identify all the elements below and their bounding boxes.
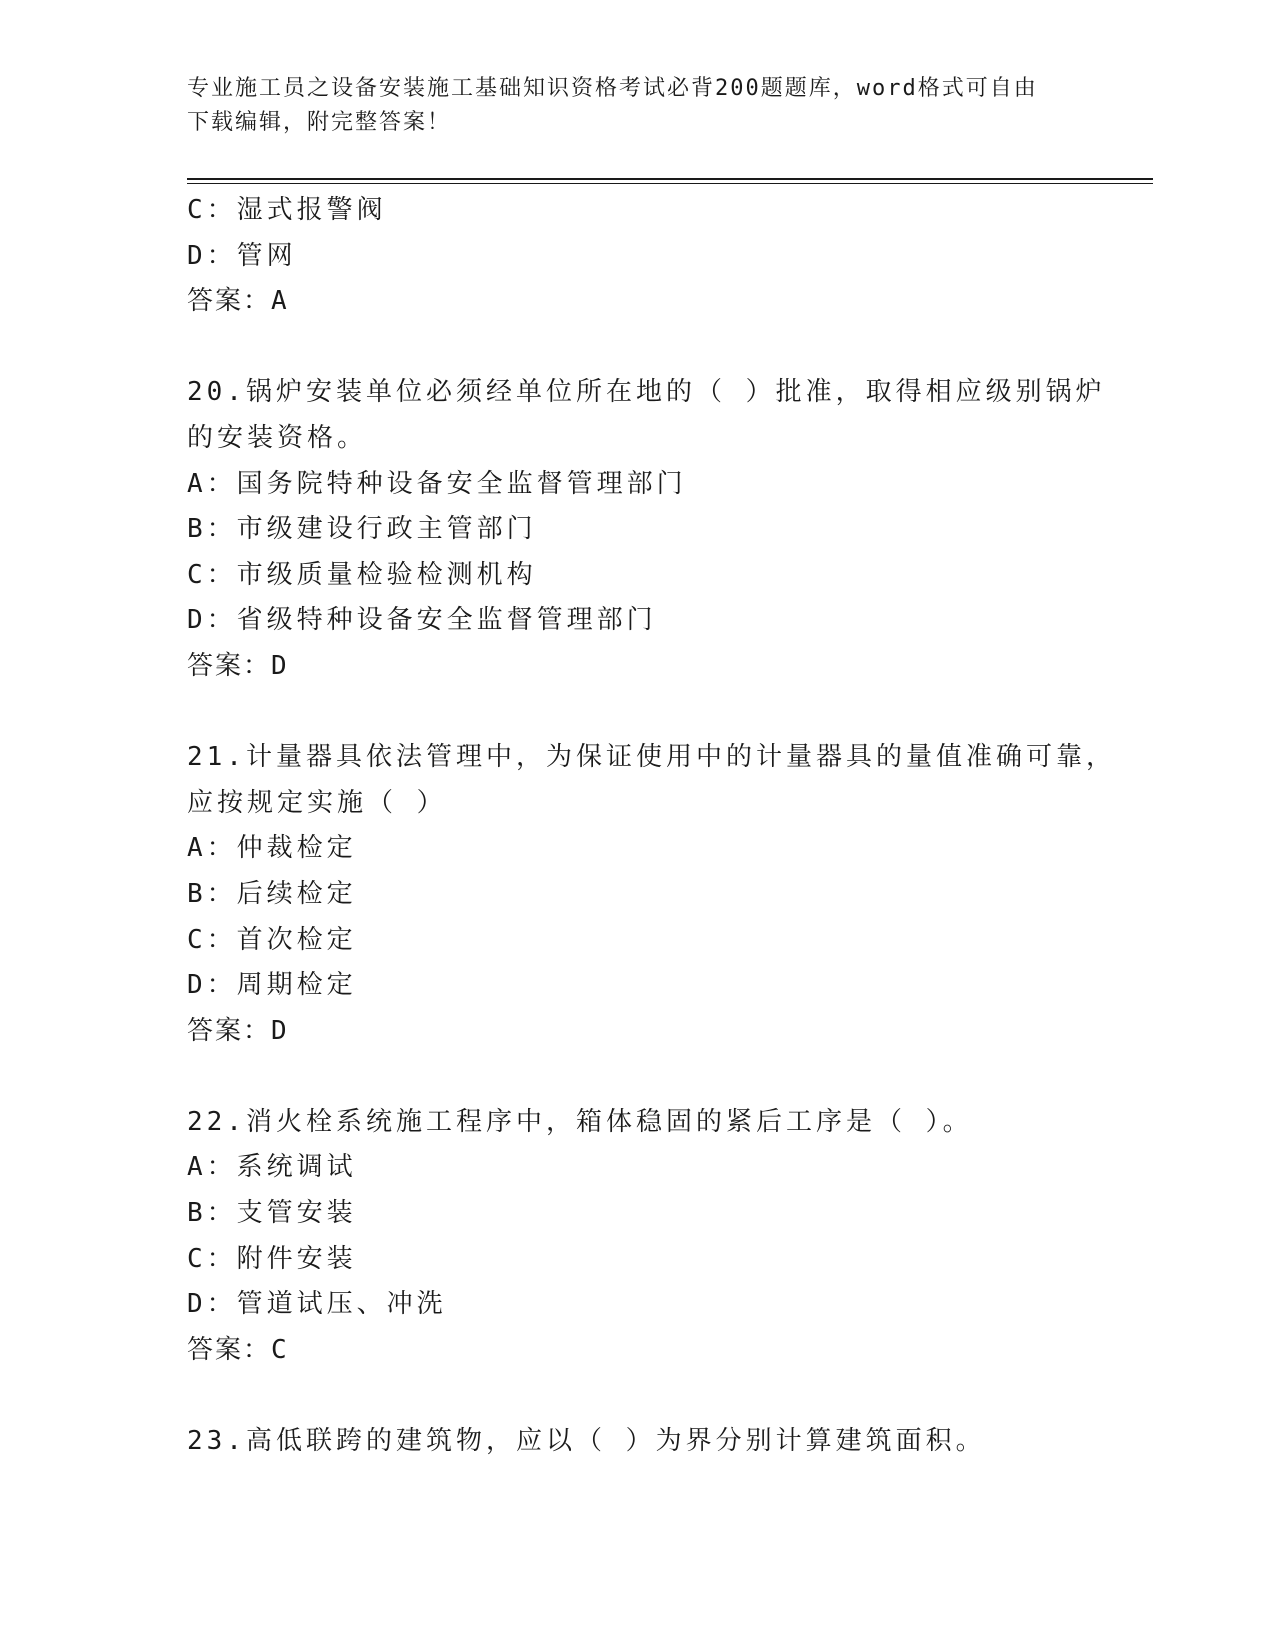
option-c: C：附件安装 (187, 1243, 357, 1274)
question-stem: 21.计量器具依法管理中，为保证使用中的计量器具的量值准确可靠， (187, 742, 1116, 773)
document-header (187, 72, 1067, 140)
option-c: C：湿式报警阀 (187, 195, 387, 225)
header-divider-thick (187, 178, 1153, 180)
option-b: B：支管安装 (187, 1198, 357, 1229)
option-b: B：后续检定 (187, 878, 357, 909)
option-a: A：系统调试 (187, 1152, 357, 1183)
question-stem: 23.高低联跨的建筑物，应以（ ）为界分别计算建筑面积。 (187, 1426, 986, 1457)
option-c: C：市级质量检验检测机构 (187, 559, 537, 590)
answer-line: 答案：D (187, 650, 289, 681)
question-list (187, 188, 1116, 1465)
answer-line: 答案：D (187, 1015, 289, 1046)
header-line-1: 专业施工员之设备安装施工基础知识资格考试必背200题题库，word格式可自由 (187, 76, 1038, 101)
option-d: D：管网 (187, 240, 297, 271)
question-22 (187, 1100, 1087, 1374)
option-a: A：仲裁检定 (187, 833, 357, 864)
option-d: D：周期检定 (187, 970, 357, 1001)
question-stem: 应按规定实施（ ） (187, 787, 447, 818)
question-21 (187, 735, 1116, 1054)
question-20 (187, 370, 1106, 689)
answer-line: 答案：C (187, 1334, 289, 1365)
header-divider-thin (187, 183, 1153, 184)
option-c: C：首次检定 (187, 924, 357, 955)
header-line-2: 下载编辑，附完整答案！ (187, 110, 452, 135)
question-23 (187, 1419, 1087, 1465)
option-d: D：省级特种设备安全监督管理部门 (187, 605, 657, 636)
question-stem: 20.锅炉安装单位必须经单位所在地的（ ）批准，取得相应级别锅炉 (187, 377, 1106, 408)
option-a: A：国务院特种设备安全监督管理部门 (187, 468, 687, 499)
option-d: D：管道试压、冲洗 (187, 1289, 447, 1320)
answer-line: 答案：A (187, 286, 289, 317)
question-stem: 22.消火栓系统施工程序中，箱体稳固的紧后工序是（ ）。 (187, 1106, 973, 1137)
question-stem: 的安装资格。 (187, 422, 368, 453)
option-b: B：市级建设行政主管部门 (187, 514, 537, 545)
